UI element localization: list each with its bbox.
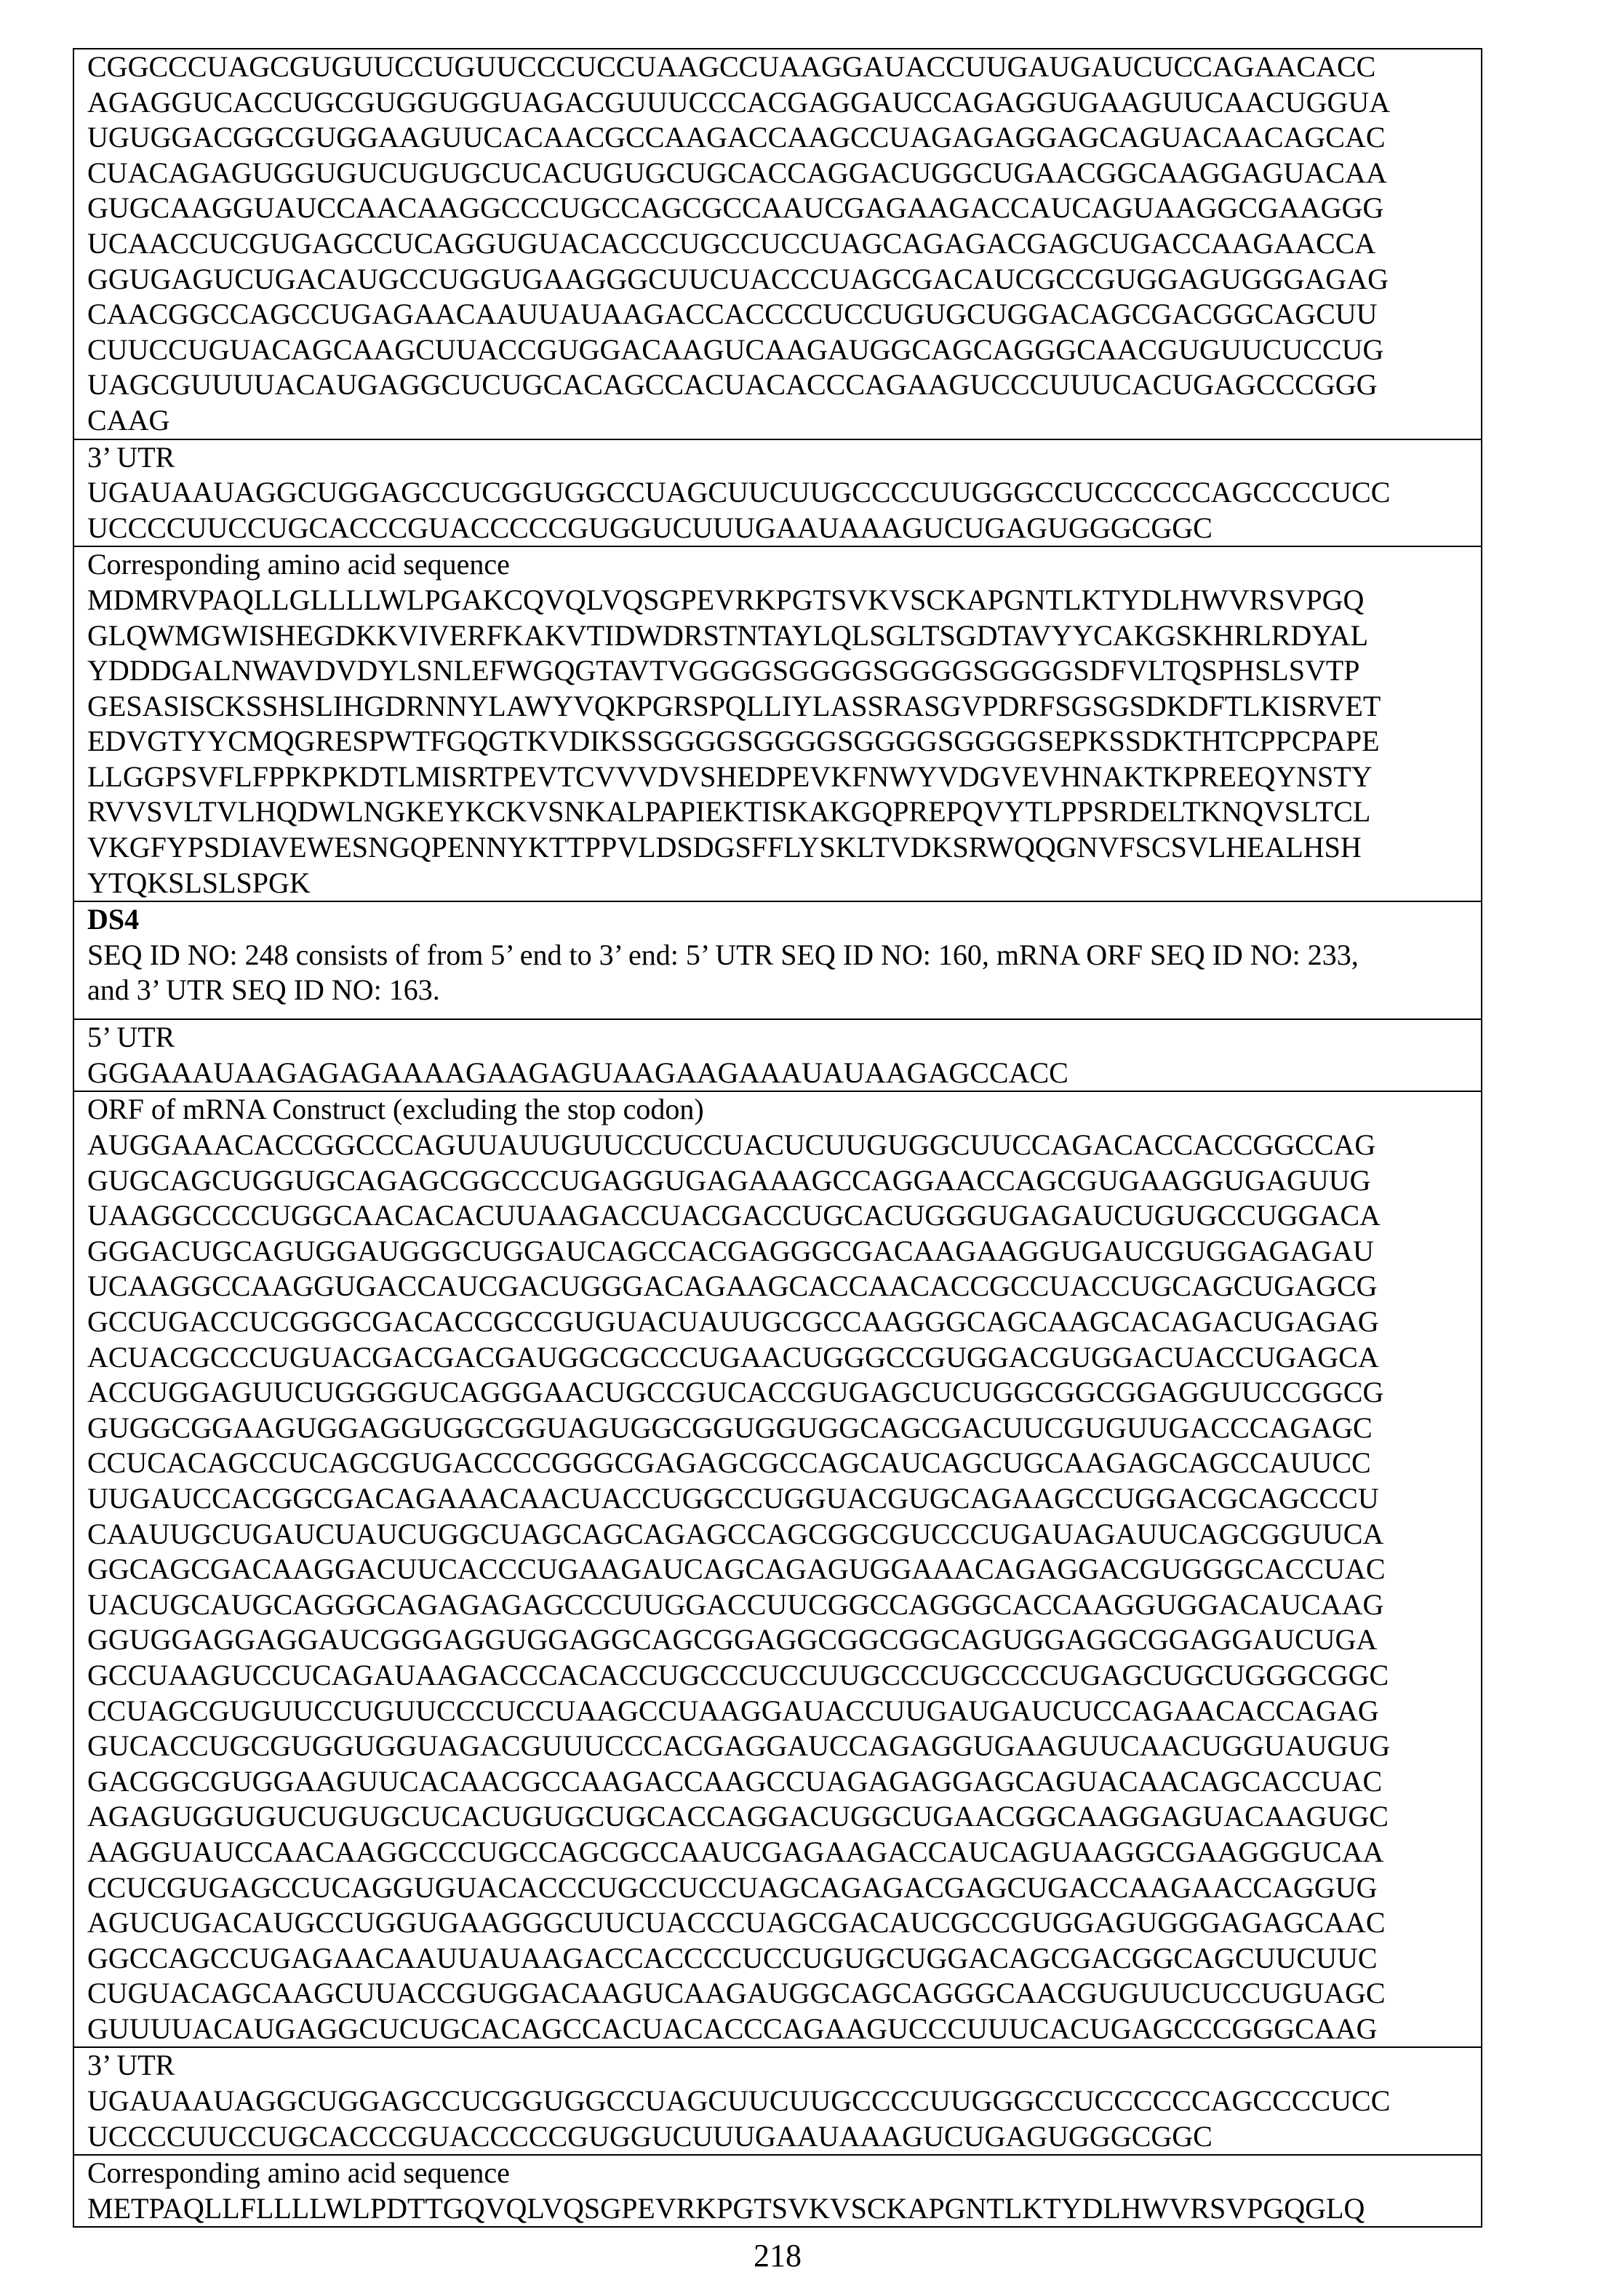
ds4-orf-row [73,1091,1482,2047]
sequence-line: CUGUACAGCAAGCUUACCGUGGACAAGUCAAGAUGGCAGCAGGGCAACGUGUUCUCCUGUAGC [87,1976,1475,2012]
sequence-line: SEQ ID NO: 248 consists of from 5’ end to 3’ end: 5’ UTR SEQ ID NO: 160, mRNA ORF SEQ ID NO: 233, [87,938,1475,973]
sequence-line: GGUGAGUCUGACAUGCCUGGUGAAGGGCUUCUACCCUAGCGACAUCGCCGUGGAGUGGGAGAG [87,262,1475,298]
ds4-utr3-cell [73,2047,1482,2155]
sequence-line: GLQWMGWISHEGDKKVIVERFKAKVTIDWDRSTNTAYLQLSGLTSGDTAVYYCAKGSKHRLRDYAL [87,618,1475,654]
sequence-line: ACUACGCCCUGUACGACGACGAUGGCGCCCUGAACUGGGCCGUGGACGUGGACUACCUGAGCA [87,1340,1475,1376]
sequence-line: UCCCCUUCCUGCACCCGUACCCCCGUGGUCUUUGAAUAAAGUCUGAGUGGGCGGC [87,2119,1475,2155]
sequence-line: UAGCGUUUUACAUGAGGCUCUGCACAGCCACUACACCCAGAAGUCCCUUUCACUGAGCCCGGG [87,367,1475,403]
sequence-line: VKGFYPSDIAVEWESNGQPENNYKTTPPVLDSDGSFFLYSKLTVDKSRWQQGNVFSCSVLHEALHSH [87,830,1475,866]
ds4-utr3-label: 3’ UTR [87,2048,1475,2084]
sequence-line: GUUUUACAUGAGGCUCUGCACAGCCACUACACCCAGAAGUCCCUUUCACUGAGCCCGGGCAAG [87,2012,1475,2047]
sequence-line: ACCUGGAGUUCUGGGGUCAGGGAACUGCCGUCACCGUGAGCUCUGGCGGCGGAGGUUCCGGCG [87,1375,1475,1411]
ds4-description [87,938,1475,1008]
sequence-line: MDMRVPAQLLGLLLLWLPGAKCQVQLVQSGPEVRKPGTSVKVSCKAPGNTLKTYDLHWVRSVPGQ [87,583,1475,618]
sequence-line: GCCUGACCUCGGGCGACACCGCCGUGUACUAUUGCGCCAAGGGCAGCAAGCACAGACUGAGAG [87,1304,1475,1340]
ds4-utr5-cell [73,1019,1482,1091]
ds4-utr5-row [73,1019,1482,1091]
sequence-line: UCCCCUUCCUGCACCCGUACCCCCGUGGUCUUUGAAUAAAGUCUGAGUGGGCGGC [87,511,1475,546]
sequence-line: UGUGGACGGCGUGGAAGUUCACAACGCCAAGACCAAGCCUAGAGAGGAGCAGUACAACAGCAC [87,120,1475,156]
page-number: 218 [73,2238,1482,2274]
sequence-line: GGGACUGCAGUGGAUGGGCUGGAUCAGCCACGAGGGCGACAAGAAGGUGAUCGUGGAGAGAU [87,1234,1475,1269]
amino-acid-row [73,546,1482,901]
sequence-line: METPAQLLFLLLLWLPDTTGQVQLVQSGPEVRKPGTSVKVSCKAPGNTLKTYDLHWVRSVPGQGLQ [87,2191,1475,2227]
sequence-line: UACUGCAUGCAGGGCAGAGAGAGCCCUUGGACCUUCGGCCAGGGCACCAAGGUGGACAUCAAG [87,1587,1475,1623]
sequence-line: GGCAGCGACAAGGACUUCACCCUGAAGAUCAGCAGAGUGGAAACAGAGGACGUGGGCACCUAC [87,1552,1475,1587]
sequence-line: GUGGCGGAAGUGGAGGUGGCGGUAGUGGCGGUGGUGGCAGCGACUUCGUGUUGACCCAGAGC [87,1411,1475,1446]
sequence-line: AGAGUGGUGUCUGUGCUCACUGUGCUGCACCAGGACUGGCUGAACGGCAAGGAGUACAAGUGC [87,1799,1475,1835]
sequence-line: GACGGCGUGGAAGUUCACAACGCCAAGACCAAGCCUAGAGAGGAGCAGUACAACAGCACCUAC [87,1764,1475,1800]
amino-acid-sequence [87,583,1475,901]
orf-continuation-row [73,49,1482,439]
sequence-line: UAAGGCCCCUGGCAACACACUUAAGACCUACGACCUGCACUGGGUGAGAUCUGUGCCUGGACA [87,1198,1475,1234]
utr3-cell [73,439,1482,547]
sequence-line: YDDDGALNWAVDVDYLSNLEFWGQGTAVTVGGGGSGGGGSGGGGSGGGGSDFVLTQSPHSLSVTP [87,653,1475,689]
ds4-utr3-row [73,2047,1482,2155]
sequence-line: UGAUAAUAGGCUGGAGCCUCGGUGGCCUAGCUUCUUGCCCCUUGGGCCUCCCCCCAGCCCCUCC [87,2084,1475,2119]
sequence-line: AUGGAAACACCGGCCCAGUUAUUGUUCCUCCUACUCUUGUGGCUUCCAGACACCACCGGCCAG [87,1128,1475,1163]
utr3-sequence [87,475,1475,546]
sequence-line: GUGCAAGGUAUCCAACAAGGCCCUGCCAGCGCCAAUCGAGAAGACCAUCAGUAAGGCGAAGGG [87,191,1475,226]
ds4-title: DS4 [87,902,1475,938]
ds4-orf-sequence [87,1128,1475,2046]
sequence-line: CCUCGUGAGCCUCAGGUGUACACCCUGCCUCCUAGCAGAGACGAGCUGACCAAGAACCAGGUG [87,1870,1475,1906]
sequence-line: CGGCCCUAGCGUGUUCCUGUUCCCUCCUAAGCCUAAGGAUACCUUGAUGAUCUCCAGAACACC [87,49,1475,85]
sequence-line: CAAG [87,403,1475,439]
sequence-line: CAACGGCCAGCCUGAGAACAAUUAUAAGACCACCCCUCCUGUGCUGGACAGCGACGGCAGCUU [87,297,1475,332]
sequence-line: GCCUAAGUCCUCAGAUAAGACCCACACCUGCCCUCCUUGCCCUGCCCCUGAGCUGCUGGGCGGC [87,1658,1475,1694]
utr3-label: 3’ UTR [87,440,1475,476]
sequence-line: RVVSVLTVLHQDWLNGKEYKCKVSNKALPAPIEKTISKAKGQPREPQVYTLPPSRDELTKNQVSLTCL [87,794,1475,830]
sequence-line: UGAUAAUAGGCUGGAGCCUCGGUGGCCUAGCUUCUUGCCCCUUGGGCCUCCCCCCAGCCCCUCC [87,475,1475,511]
sequence-line: UCAAGGCCAAGGUGACCAUCGACUGGGACAGAAGCACCAACACCGCCUACCUGCAGCUGAGCG [87,1269,1475,1304]
sequence-line: AGUCUGACAUGCCUGGUGAAGGGCUUCUACCCUAGCGACAUCGCCGUGGAGUGGGAGAGCAAC [87,1905,1475,1941]
ds4-utr3-sequence [87,2084,1475,2154]
sequence-line: CCUCACAGCCUCAGCGUGACCCCGGGCGAGAGCGCCAGCAUCAGCUGCAAGAGCAGCCAUUCC [87,1446,1475,1481]
sequence-line: UCAACCUCGUGAGCCUCAGGUGUACACCCUGCCUCCUAGCAGAGACGAGCUGACCAAGAACCA [87,226,1475,262]
sequence-line: and 3’ UTR SEQ ID NO: 163. [87,973,1475,1008]
sequence-line: CUUCCUGUACAGCAAGCUUACCGUGGACAAGUCAAGAUGGCAGCAGGGCAACGUGUUCUCCUG [87,332,1475,368]
ds4-header-cell [73,901,1482,1019]
sequence-table [73,48,1482,2228]
sequence-line: AAGGUAUCCAACAAGGCCCUGCCAGCGCCAAUCGAGAAGACCAUCAGUAAGGCGAAGGGUCAA [87,1835,1475,1870]
sequence-line: GUGCAGCUGGUGCAGAGCGGCCCUGAGGUGAGAAAGCCAGGAACCAGCGUGAAGGUGAGUUG [87,1163,1475,1199]
sequence-line: UUGAUCCACGGCGACAGAAACAACUACCUGGCCUGGUACGUGCAGAAGCCUGGACGCAGCCCU [87,1481,1475,1517]
sequence-line: GGCCAGCCUGAGAACAAUUAUAAGACCACCCCUCCUGUGCUGGACAGCGACGGCAGCUUCUUC [87,1941,1475,1977]
ds4-amino-acid-sequence [87,2191,1475,2227]
ds4-orf-cell [73,1091,1482,2047]
ds4-header-row [73,901,1482,1019]
sequence-line: GUCACCUGCGUGGUGGUAGACGUUUCCCACGAGGAUCCAGAGGUGAAGUUCAACUGGUAUGUG [87,1729,1475,1764]
utr3-row [73,439,1482,547]
sequence-line: EDVGTYYCMQGRESPWTFGQGTKVDIKSSGGGGSGGGGSGGGGSGGGGSEPKSSDKTHTCPPCPAPE [87,724,1475,760]
amino-acid-cell [73,546,1482,901]
ds4-utr5-label: 5’ UTR [87,1020,1475,1056]
sequence-line: YTQKSLSLSPGK [87,866,1475,901]
page-content [73,48,1482,2274]
sequence-line: AGAGGUCACCUGCGUGGUGGUAGACGUUUCCCACGAGGAUCCAGAGGUGAAGUUCAACUGGUA [87,85,1475,121]
ds4-amino-acid-label: Corresponding amino acid sequence [87,2156,1475,2191]
ds4-orf-label: ORF of mRNA Construct (excluding the stop codon) [87,1092,1475,1128]
orf-continuation-cell [73,49,1482,439]
sequence-line: LLGGPSVFLFPPKPKDTLMISRTPEVTCVVVDVSHEDPEVKFNWYVDGVEVHNAKTKPREEQYNSTY [87,760,1475,795]
ds4-amino-acid-cell [73,2155,1482,2227]
sequence-line: CUACAGAGUGGUGUCUGUGCUCACUGUGCUGCACCAGGACUGGCUGAACGGCAAGGAGUACAA [87,156,1475,191]
sequence-line: CAAUUGCUGAUCUAUCUGGCUAGCAGCAGAGCCAGCGGCGUCCCUGAUAGAUUCAGCGGUUCA [87,1517,1475,1552]
sequence-line: GESASISCKSSHSLIHGDRNNYLAWYVQKPGRSPQLLIYLASSRASGVPDRFSGSGSDKDFTLKISRVET [87,689,1475,725]
sequence-line: CCUAGCGUGUUCCUGUUCCCUCCUAAGCCUAAGGAUACCUUGAUGAUCUCCAGAACACCAGAG [87,1694,1475,1729]
amino-acid-label: Corresponding amino acid sequence [87,547,1475,583]
ds4-utr5-sequence: GGGAAAUAAGAGAGAAAAGAAGAGUAAGAAGAAAUAUAAGAGCCACC [87,1056,1475,1091]
ds4-amino-acid-row [73,2155,1482,2227]
sequence-line: GGUGGAGGAGGAUCGGGAGGUGGAGGCAGCGGAGGCGGCGGCAGUGGAGGCGGAGGAUCUGA [87,1622,1475,1658]
